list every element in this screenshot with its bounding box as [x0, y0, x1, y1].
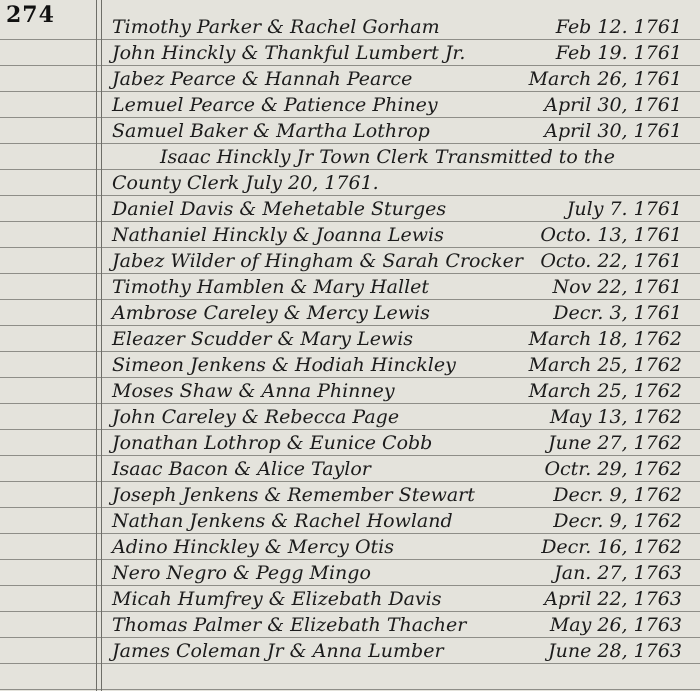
entry-row: [0, 222, 700, 248]
entry-names: Adino Hinckley & Mercy Otis: [112, 536, 394, 558]
entry-names: Simeon Jenkens & Hodiah Hinckley: [112, 354, 456, 376]
entry-names: Joseph Jenkens & Remember Stewart: [112, 484, 475, 506]
entry-row: [0, 534, 700, 560]
entry-date: Decr. 9, 1762: [553, 484, 682, 506]
entry-row: [0, 196, 700, 222]
entry-row: [0, 508, 700, 534]
entry-date: June 27, 1762: [548, 432, 682, 454]
entry-names: Jonathan Lothrop & Eunice Cobb: [112, 432, 433, 454]
entry-names: Timothy Parker & Rachel Gorham: [112, 16, 440, 38]
entry-row: [0, 430, 700, 456]
entry-date: Decr. 3, 1761: [553, 302, 682, 324]
entry-date: Decr. 9, 1762: [553, 510, 682, 532]
entry-names: Eleazer Scudder & Mary Lewis: [112, 328, 414, 350]
entry-names: Lemuel Pearce & Patience Phiney: [112, 94, 438, 116]
entry-row: [0, 92, 700, 118]
entry-date: April 30, 1761: [544, 120, 682, 142]
clerk-note: [0, 144, 700, 170]
entry-date: April 30, 1761: [544, 94, 682, 116]
entry-row: [0, 482, 700, 508]
entry-row: [0, 300, 700, 326]
entry-date: June 28, 1763: [548, 640, 682, 662]
entry-names: Jabez Wilder of Hingham & Sarah Crocker: [112, 250, 523, 272]
entry-names: Ambrose Careley & Mercy Lewis: [112, 302, 430, 324]
marriage-entries: [0, 14, 700, 664]
entry-names: Nathan Jenkens & Rachel Howland: [112, 510, 453, 532]
entry-names: Samuel Baker & Martha Lothrop: [112, 120, 430, 142]
entry-names: John Hinckly & Thankful Lumbert Jr.: [112, 42, 466, 64]
clerk-note-text: County Clerk July 20, 1761.: [112, 172, 379, 194]
entry-names: Nero Negro & Pegg Mingo: [112, 562, 371, 584]
entry-names: Jabez Pearce & Hannah Pearce: [112, 68, 413, 90]
entry-row: [0, 248, 700, 274]
entry-date: Feb 19. 1761: [555, 42, 682, 64]
entry-date: Feb 12. 1761: [555, 16, 682, 38]
entry-row: [0, 378, 700, 404]
entry-row: [0, 586, 700, 612]
entry-names: Timothy Hamblen & Mary Hallet: [112, 276, 430, 298]
entry-date: Octo. 22, 1761: [540, 250, 682, 272]
entry-date: April 22, 1763: [544, 588, 682, 610]
entry-row: [0, 66, 700, 92]
entry-names: John Careley & Rebecca Page: [112, 406, 400, 428]
entry-date: March 25, 1762: [528, 354, 682, 376]
entry-names: Isaac Bacon & Alice Taylor: [112, 458, 371, 480]
entry-row: [0, 612, 700, 638]
clerk-note-text: Isaac Hinckly Jr Town Clerk Transmitted to the: [160, 146, 615, 168]
entry-date: May 13, 1762: [549, 406, 682, 428]
entry-date: Octo. 13, 1761: [540, 224, 682, 246]
entry-names: Nathaniel Hinckly & Joanna Lewis: [112, 224, 444, 246]
entry-date: May 26, 1763: [549, 614, 682, 636]
entry-date: Nov 22, 1761: [552, 276, 682, 298]
entry-date: July 7. 1761: [566, 198, 682, 220]
clerk-note-continued: [0, 170, 700, 196]
entry-row: [0, 638, 700, 664]
entry-date: Decr. 16, 1762: [541, 536, 682, 558]
entry-names: Daniel Davis & Mehetable Sturges: [112, 198, 447, 220]
entry-row: [0, 456, 700, 482]
entry-names: Thomas Palmer & Elizebath Thacher: [112, 614, 467, 636]
entry-names: Moses Shaw & Anna Phinney: [112, 380, 395, 402]
entry-row: [0, 560, 700, 586]
entry-row: [0, 14, 700, 40]
entry-row: [0, 274, 700, 300]
entry-date: Jan. 27, 1763: [554, 562, 682, 584]
entry-names: James Coleman Jr & Anna Lumber: [112, 640, 444, 662]
entry-date: March 26, 1761: [528, 68, 682, 90]
entry-names: Micah Humfrey & Elizebath Davis: [112, 588, 442, 610]
entry-date: Octr. 29, 1762: [544, 458, 682, 480]
entry-row: [0, 40, 700, 66]
entry-row: [0, 404, 700, 430]
entry-row: [0, 352, 700, 378]
entry-row: [0, 118, 700, 144]
entry-row: [0, 326, 700, 352]
page-number: 274: [6, 2, 55, 28]
entry-date: March 25, 1762: [528, 380, 682, 402]
entry-date: March 18, 1762: [528, 328, 682, 350]
